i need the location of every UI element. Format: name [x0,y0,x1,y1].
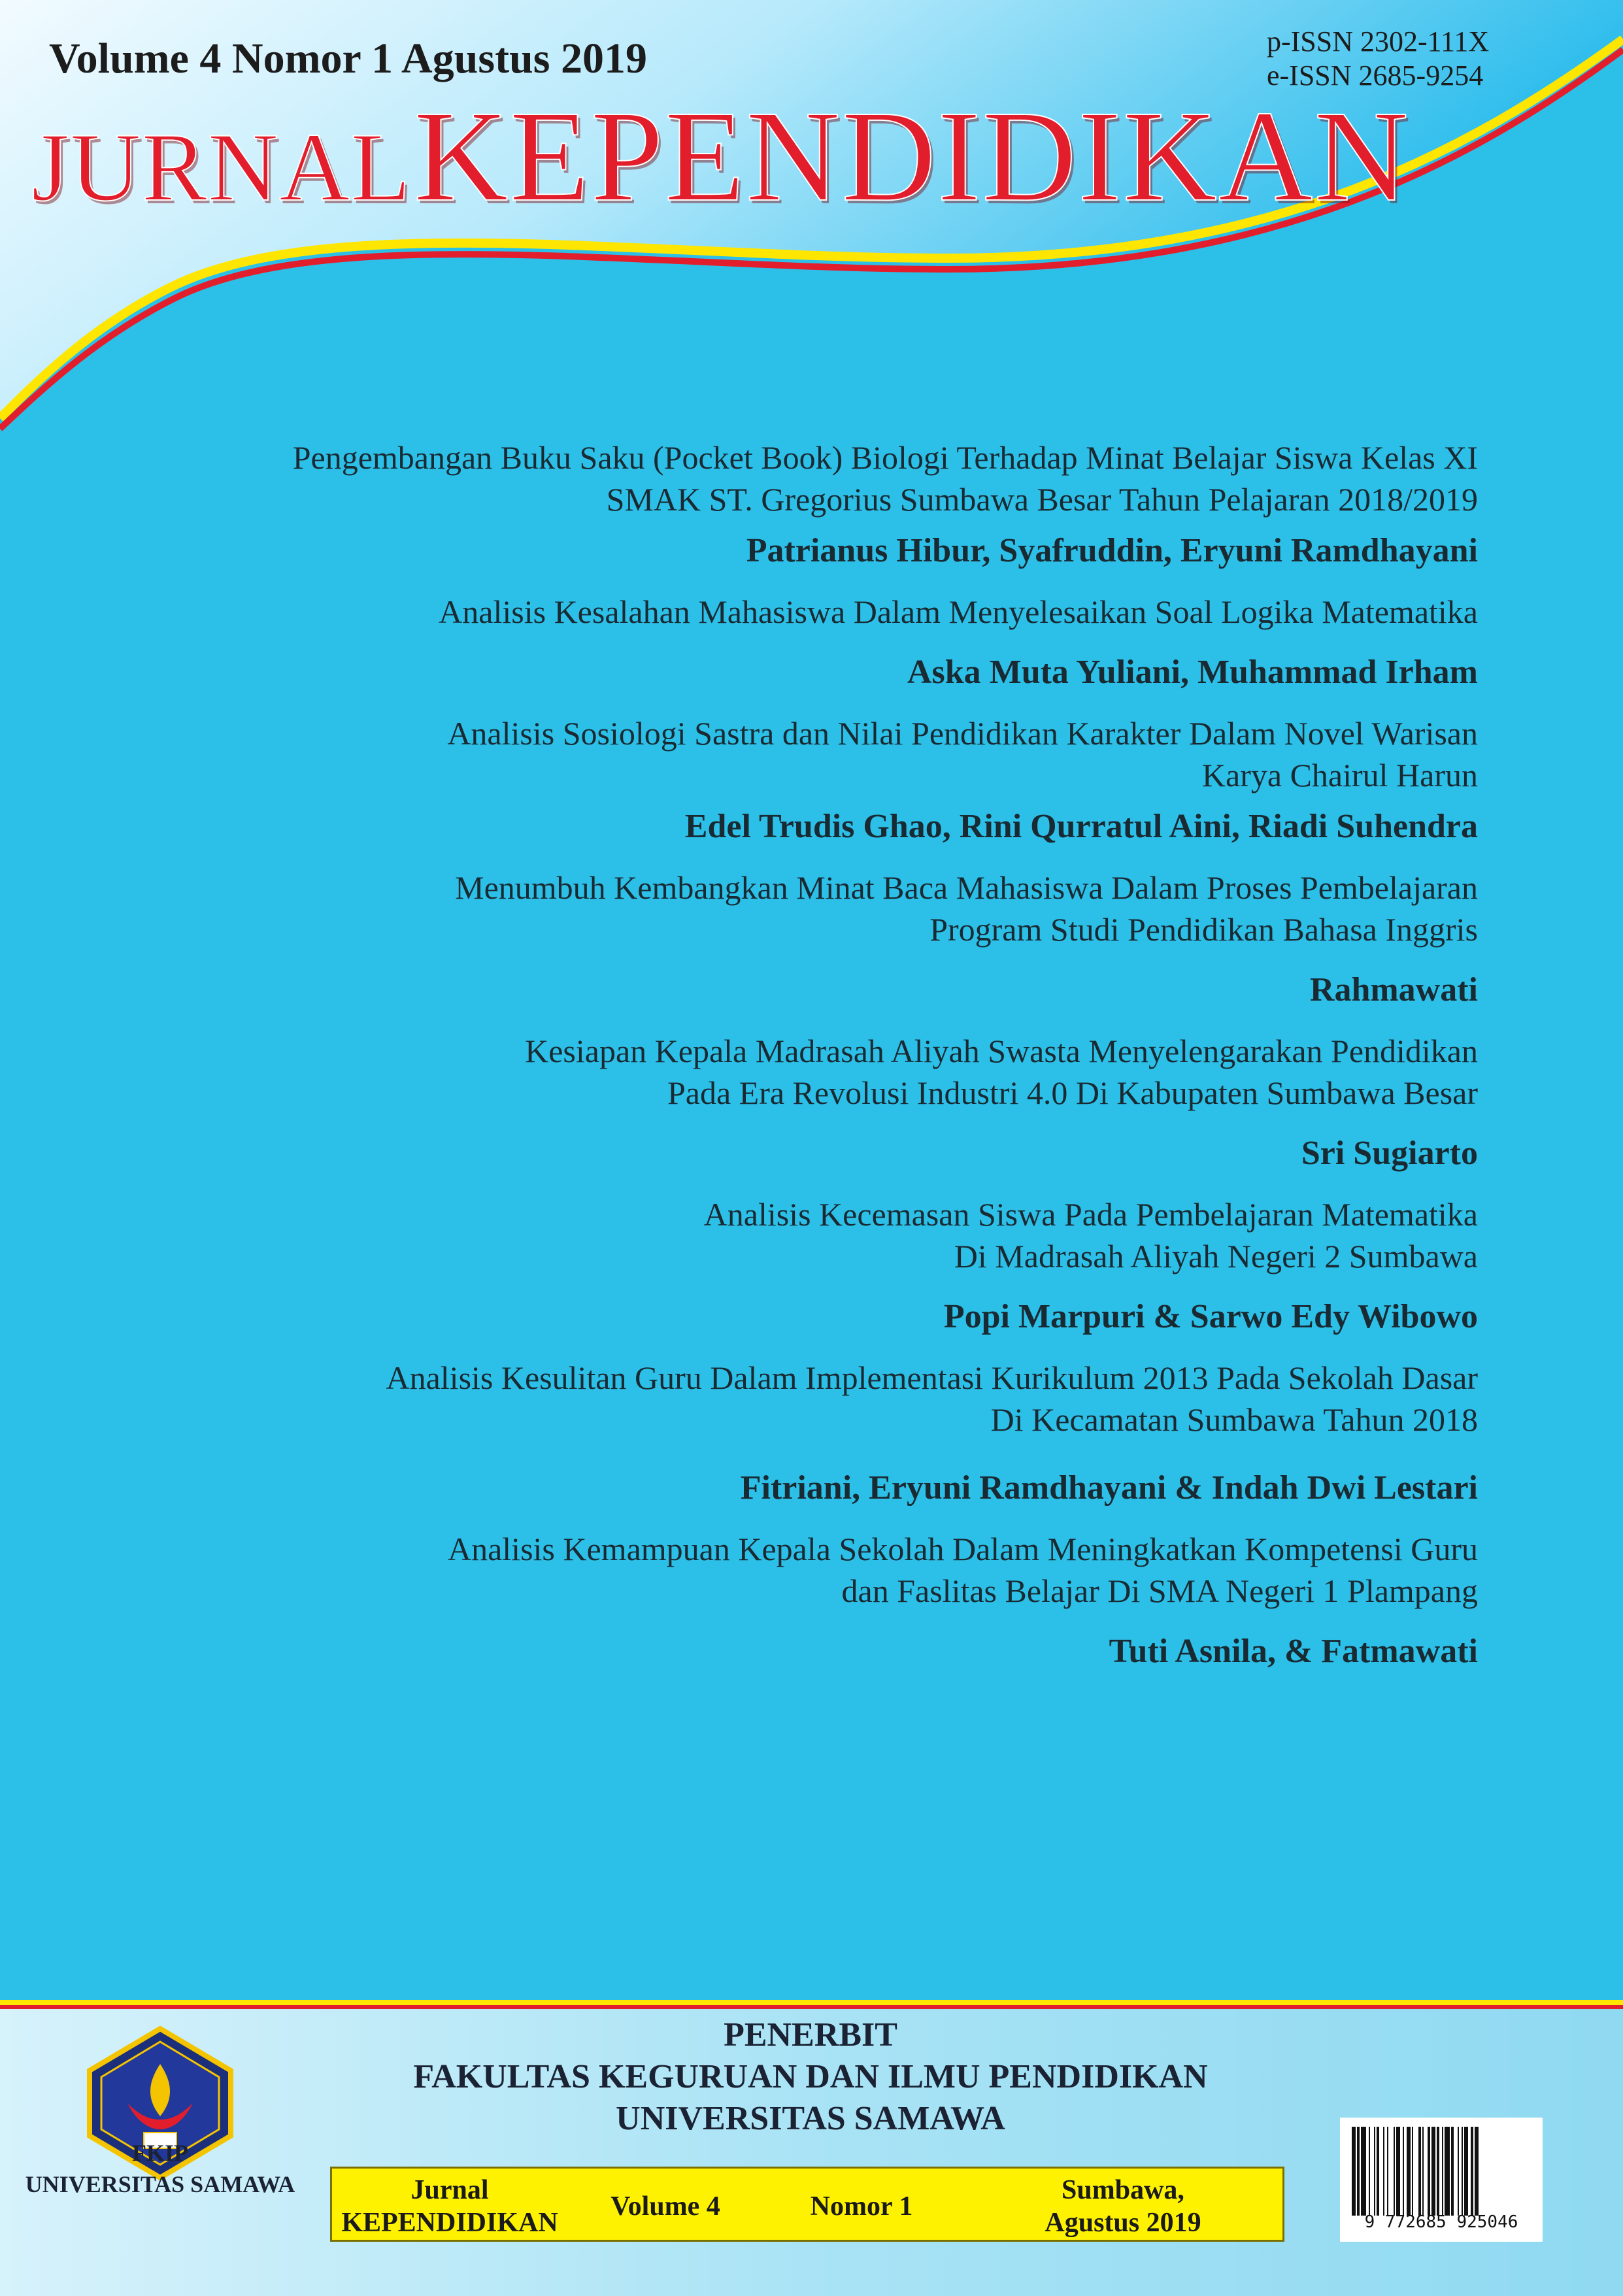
barcode-bar [1387,2127,1388,2216]
barcode-bar [1418,2127,1421,2216]
barcode-bar [1383,2127,1384,2216]
barcode-bar [1445,2127,1450,2216]
barcode-bar [1458,2127,1459,2216]
article-item [40,1528,1478,1673]
publisher-block [275,2014,1347,2140]
barcode-bar [1442,2127,1443,2216]
article-item [40,591,1478,694]
barcode-bar [1471,2127,1473,2216]
barcode-bar [1428,2127,1430,2216]
article-title-line: Di Kecamatan Sumbawa Tahun 2018 [990,1401,1478,1438]
article-authors: Aska Muta Yuliani, Muhammad Irham [907,654,1478,691]
volume-line: Volume 4 Nomor 1 Agustus 2019 [49,35,647,82]
article-title-line: Analisis Kemampuan Kepala Sekolah Dalam Meningkatkan Kompetensi Guru [447,1531,1478,1567]
article-item [40,1193,1478,1339]
barcode-digits: 9 772685 925046 [1364,2212,1518,2232]
barcode-bar [1475,2127,1479,2216]
barcode-bar [1377,2127,1379,2216]
e-issn: e-ISSN 2685-9254 [1267,59,1484,92]
article-authors: Patrianus Hibur, Syafruddin, Eryuni Ramdhayani [746,532,1478,569]
article-authors: Rahmawati [1309,971,1478,1008]
bar-journal [332,2169,567,2244]
barcode-bar [1369,2127,1370,2216]
barcode-bar [1431,2127,1435,2216]
article-title-line: Analisis Kecemasan Siswa Pada Pembelajaran Matematika [703,1196,1478,1233]
barcode-bar [1374,2127,1375,2216]
article-title-line: Program Studi Pendidikan Bahasa Inggris [929,911,1478,948]
article-title-line: Menumbuh Kembangkan Minat Baca Mahasiswa Dalam Proses Pembelajaran [455,869,1478,906]
barcode-bar [1464,2127,1468,2216]
bar-place: Sumbawa, [1062,2174,1184,2205]
faculty-name: FAKULTAS KEGURUAN DAN ILMU PENDIDIKAN [413,2058,1208,2095]
bar-journal-line2: KEPENDIDIKAN [341,2207,558,2238]
barcode-bar [1407,2127,1411,2216]
article-title-line: SMAK ST. Gregorius Sumbawa Besar Tahun Pelajaran 2018/2019 [606,481,1478,518]
barcode-bar [1396,2127,1400,2216]
article-title-line: dan Faslitas Belajar Di SMA Negeri 1 Plampang [841,1572,1478,1609]
article-title-line: Analisis Kesulitan Guru Dalam Implementasi Kurikulum 2013 Pada Sekolah Dasar [386,1359,1478,1396]
article-authors: Fitriani, Eryuni Ramdhayani & Indah Dwi Lestari [740,1469,1478,1506]
logo-caption-fkip: FKIP [132,2140,188,2166]
journal-title-part2: KEPENDIDIKAN [414,84,1410,229]
logo-caption-university: UNIVERSITAS SAMAWA [25,2171,295,2197]
article-item [40,1030,1478,1175]
barcode-bar [1462,2127,1463,2216]
barcode-bar [1357,2127,1360,2216]
bar-volume: Volume 4 [611,2191,720,2221]
bar-date: Agustus 2019 [1045,2207,1201,2238]
article-item [40,437,1478,573]
barcode-bar [1437,2127,1439,2216]
article-title-line: Di Madrasah Aliyah Negeri 2 Sumbawa [954,1238,1478,1274]
article-item [40,867,1478,1012]
article-authors: Popi Marpuri & Sarwo Edy Wibowo [943,1298,1478,1335]
p-issn: p-ISSN 2302-111X [1267,25,1490,58]
barcode-bar [1352,2127,1356,2216]
article-title-line: Analisis Sosiologi Sastra dan Nilai Pendidikan Karakter Dalam Novel Warisan [447,715,1478,752]
barcode-bar [1422,2127,1424,2216]
bar-number: Nomor 1 [810,2191,913,2221]
publisher-label: PENERBIT [724,2016,897,2054]
logo-caption [13,2137,307,2200]
article-title-line: Analisis Kesalahan Mahasiswa Dalam Menyelesaikan Soal Logika Matematika [439,593,1478,630]
barcode-bar [1394,2127,1395,2216]
article-authors: Sri Sugiarto [1301,1135,1478,1172]
journal-title [31,84,1410,229]
article-title-line: Kesiapan Kepala Madrasah Aliyah Swasta Menyelengarakan Pendidikan [525,1033,1478,1069]
university-name: UNIVERSITAS SAMAWA [616,2100,1005,2137]
article-item [40,712,1478,848]
article-title-line: Karya Chairul Harun [1201,757,1478,793]
journal-title-part1: JURNAL [31,113,412,222]
barcode-bar [1412,2127,1413,2216]
bar-journal-line1: Jurnal [410,2174,489,2205]
article-item [40,1357,1478,1510]
article-title-line: Pada Era Revolusi Industri 4.0 Di Kabupaten Sumbawa Besar [667,1074,1478,1111]
bar-place-date [979,2169,1267,2244]
barcode-bar [1403,2127,1404,2216]
article-title-line: Pengembangan Buku Saku (Pocket Book) Biologi Terhadap Minat Belajar Siswa Kelas XI [292,439,1478,476]
issue-info-bar [330,2167,1284,2242]
barcode-bar [1361,2127,1366,2216]
article-authors: Edel Trudis Ghao, Rini Qurratul Aini, Riadi Suhendra [684,808,1478,845]
article-list [40,437,1478,1673]
barcode-bar [1451,2127,1454,2216]
article-authors: Tuti Asnila, & Fatmawati [1109,1633,1478,1670]
